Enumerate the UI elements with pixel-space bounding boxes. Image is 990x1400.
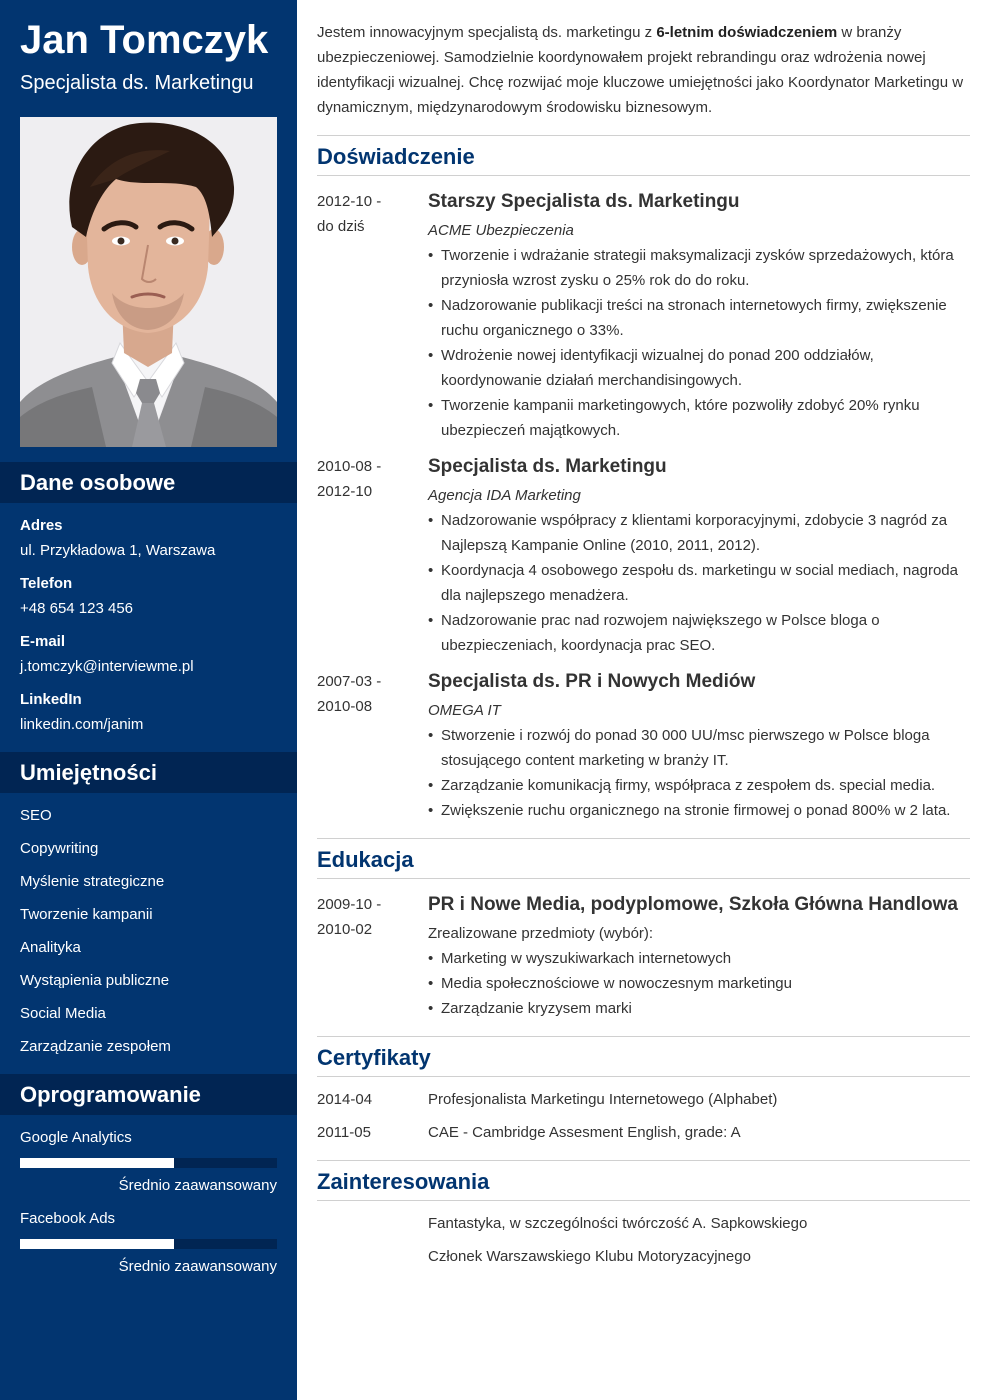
job-title: Specjalista ds. PR i Nowych Mediów: [428, 671, 756, 692]
skill-item: Tworzenie kampanii: [20, 906, 153, 923]
education-dates: [317, 892, 417, 942]
date-to: 2010-02: [317, 921, 373, 938]
bullet-item: • Nadzorowanie publikacji treści na stronach internetowych firmy, zwiększenie ruchu organicznego o 33%.: [428, 293, 970, 343]
skill-item: Myślenie strategiczne: [20, 873, 165, 890]
section-divider: [317, 1160, 970, 1161]
job-dates: [317, 189, 417, 239]
personal-data-heading: Dane osobowe: [0, 462, 297, 503]
candidate-name: Jan Tomczyk: [20, 18, 269, 62]
date-from: 2007-03 -: [317, 673, 382, 690]
bullet-item: • Nadzorowanie współpracy z klientami korporacyjnymi, zdobycie 3 nagród za Najlepszą Kampanie Online (2010, 2011, 2012).: [428, 508, 970, 558]
certificate-name: CAE - Cambridge Assesment English, grade: A: [428, 1124, 741, 1141]
certificate-date: 2011-05: [317, 1124, 371, 1141]
bullet-item: • Tworzenie kampanii marketingowych, które pozwoliły zdobyć 20% rynku ubezpieczeń majątkowych.: [428, 393, 970, 443]
course-item: • Zarządzanie kryzysem marki: [428, 996, 970, 1021]
bullet-item: • Wdrożenie nowej identyfikacji wizualnej do ponad 200 oddziałów, koordynowanie działań merchandisingowych.: [428, 343, 970, 393]
email-label: E-mail: [20, 633, 66, 650]
software-level-fill: [20, 1158, 174, 1168]
date-to: do dziś: [317, 218, 365, 235]
interest-item: Fantastyka, w szczególności twórczość A. Sapkowskiego: [428, 1215, 808, 1232]
software-level-label: Średnio zaawansowany: [118, 1258, 277, 1275]
bullet-item: • Koordynacja 4 osobowego zespołu ds. marketingu w social mediach, nagroda dla najlepszego menadżera.: [428, 558, 970, 608]
software-name: Facebook Ads: [20, 1210, 116, 1227]
education-body: [428, 892, 970, 1021]
address-label: Adres: [20, 517, 63, 534]
software-level-bar: [20, 1158, 277, 1168]
bullet-item: • Stworzenie i rozwój do ponad 30 000 UU/msc pierwszego w Polsce bloga stosującego content marketing w branży IT.: [428, 723, 970, 773]
skill-item: Zarządzanie zespołem: [20, 1038, 171, 1055]
job-bullets: [428, 508, 970, 658]
software-name: Google Analytics: [20, 1129, 132, 1146]
phone-block: [20, 571, 133, 621]
job-dates: [317, 454, 417, 504]
bullet-item: • Zwiększenie ruchu organicznego na stronie firmowej o ponad 800% w 2 lata.: [428, 798, 970, 823]
date-from: 2010-08 -: [317, 458, 382, 475]
job-dates: [317, 669, 417, 719]
linkedin-label: LinkedIn: [20, 691, 82, 708]
section-divider: [317, 135, 970, 136]
software-level-fill: [20, 1239, 174, 1249]
company-name: OMEGA IT: [428, 702, 501, 719]
skill-item: Social Media: [20, 1005, 106, 1022]
company-name: Agencja IDA Marketing: [428, 487, 581, 504]
job-title: Specjalista ds. Marketingu: [428, 456, 667, 477]
certificate-date: 2014-04: [317, 1091, 373, 1108]
date-to: 2010-08: [317, 698, 373, 715]
section-divider: [317, 1076, 970, 1077]
skill-item: Analityka: [20, 939, 81, 956]
education-heading: Edukacja: [317, 847, 414, 872]
portrait-image: [20, 117, 277, 447]
job-body: [428, 454, 970, 658]
date-from: 2009-10 -: [317, 896, 382, 913]
email-value[interactable]: j.tomczyk@interviewme.pl: [20, 658, 194, 675]
skill-item: Copywriting: [20, 840, 99, 857]
bullet-item: • Zarządzanie komunikacją firmy, współpraca z zespołem ds. special media.: [428, 773, 970, 798]
software-level-label: Średnio zaawansowany: [118, 1177, 277, 1194]
section-divider: [317, 838, 970, 839]
section-divider: [317, 175, 970, 176]
phone-value: +48 654 123 456: [20, 600, 134, 617]
certificates-heading: Certyfikaty: [317, 1045, 431, 1070]
date-to: 2012-10: [317, 483, 373, 500]
skills-heading: Umiejętności: [0, 752, 297, 793]
linkedin-value[interactable]: linkedin.com/janim: [20, 716, 144, 733]
section-divider: [317, 1036, 970, 1037]
job-body: [428, 669, 970, 823]
phone-label: Telefon: [20, 575, 73, 592]
section-divider: [317, 1200, 970, 1201]
date-from: 2012-10 -: [317, 193, 382, 210]
skill-item: SEO: [20, 807, 52, 824]
job-bullets: [428, 723, 970, 823]
software-level-bar: [20, 1239, 277, 1249]
interests-heading: Zainteresowania: [317, 1169, 490, 1194]
job-bullets: [428, 243, 970, 443]
profile-summary: [317, 20, 970, 120]
skill-item: Wystąpienia publiczne: [20, 972, 170, 989]
bullet-item: • Tworzenie i wdrażanie strategii maksymalizacji zysków sprzedażowych, która przyniosła wzrost zysku o 25% rok do do roku.: [428, 243, 970, 293]
bullet-item: • Nadzorowanie prac nad rozwojem największego w Polsce bloga o ubezpieczeniach, koordynacja prac SEO.: [428, 608, 970, 658]
summary-text: w branży ubezpieczeniowej. Samodzielnie koordynowałem projekt rebrandingu oraz wdrożenia nowej identyfikacji wizualnej. Chcę rozwijać moje kluczowe umiejętności jako Koordynator Marketingu w dynamicznym, międzynarodowym środowisku biznesowym.: [317, 24, 964, 116]
sidebar: [0, 0, 297, 1400]
course-item: • Media społecznościowe w nowoczesnym marketingu: [428, 971, 970, 996]
degree-title: PR i Nowe Media, podyplomowe, Szkoła Główna Handlowa: [428, 894, 958, 915]
email-block: [20, 629, 194, 679]
address-value: ul. Przykładowa 1, Warszawa: [20, 542, 216, 559]
section-divider: [317, 878, 970, 879]
interest-item: Członek Warszawskiego Klubu Motoryzacyjnego: [428, 1248, 751, 1265]
job-title: Starszy Specjalista ds. Marketingu: [428, 191, 740, 212]
address-block: [20, 513, 215, 563]
summary-text: Jestem innowacyjnym specjalistą ds. marketingu z: [317, 24, 657, 41]
job-body: [428, 189, 970, 443]
certificate-name: Profesjonalista Marketingu Internetowego (Alphabet): [428, 1091, 778, 1108]
linkedin-block: [20, 687, 143, 737]
summary-highlight: 6-letnim doświadczeniem: [656, 24, 838, 41]
course-item: • Marketing w wyszukiwarkach internetowych: [428, 946, 970, 971]
profile-photo: [20, 117, 277, 447]
candidate-role: Specjalista ds. Marketingu: [20, 72, 254, 94]
company-name: ACME Ubezpieczenia: [428, 222, 574, 239]
courses-intro: Zrealizowane przedmioty (wybór):: [428, 925, 654, 942]
experience-heading: Doświadczenie: [317, 144, 475, 169]
course-list: [428, 946, 970, 1021]
software-heading: Oprogramowanie: [0, 1074, 297, 1115]
